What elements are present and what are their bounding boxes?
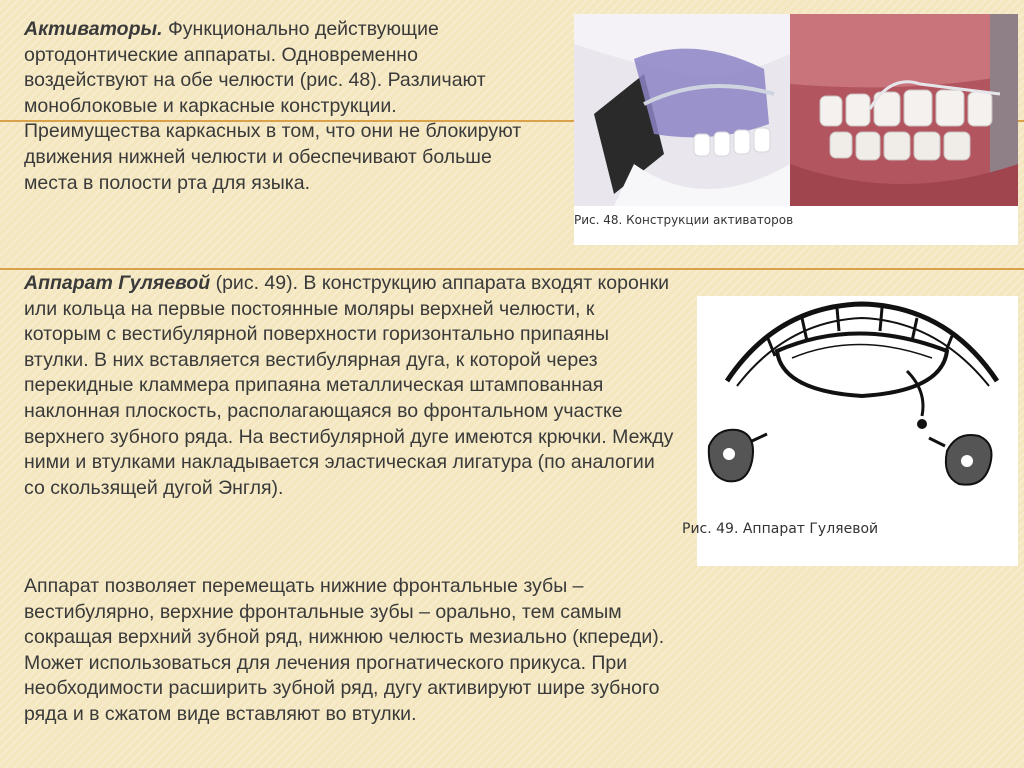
figure-49-caption: Рис. 49. Аппарат Гуляевой (682, 521, 879, 537)
paragraph-appliance-usage (24, 574, 674, 728)
divider-line-middle (0, 268, 1024, 270)
photo-activator-model (574, 14, 790, 206)
figure-48 (574, 14, 1018, 245)
paragraph-activators (24, 17, 524, 196)
term-gulyaeva: Аппарат Гуляевой (24, 272, 211, 294)
gulyaeva-appliance-drawing (697, 296, 1018, 516)
figure-48-caption: Рис. 48. Конструкции активаторов (574, 213, 794, 227)
text-activators: Функционально действующие ортодонтические аппараты. Одновременно воздействуют на обе челюсти (рис. 48). Различают моноблоковые и каркасные конструкции. Преимущества каркасных в том, что они не блокируют движения нижней челюсти и обеспечивают больше места в полости рта для языка. (24, 18, 522, 194)
photo-activator-in-mouth (790, 14, 1018, 206)
figure-49 (682, 296, 1018, 566)
text-gulyaeva: (рис. 49). В конструкцию аппарата входят коронки или кольца на первые постоянные моляры верхней челюсти, к которым с вестибулярной поверхности горизонтально припаяны втулки. В них вставляется вестибулярная дуга, к которой через перекидные кламмера припаяна металлическая штампованная наклонная плоскость, располагающаяся во фронтальном участке верхнего зубного ряда. На вестибулярной дуге имеются крючки. Между ними и втулками накладывается эластическая лигатура (по аналогии со скользящей дугой Энгля). (24, 272, 674, 499)
text-usage: Аппарат позволяет перемещать нижние фронтальные зубы – вестибулярно, верхние фронтальные зубы – орально, тем самым сокращая верхний зубной ряд, нижнюю челюсть мезиально (кпереди). Может использоваться для лечения прогнатического прикуса. При необходимости расширить зубной ряд, дугу активируют шире зубного ряда и в сжатом виде вставляют во втулки. (24, 575, 665, 725)
paragraph-gulyaeva-appliance (24, 271, 674, 501)
term-activators: Активаторы. (24, 18, 163, 40)
